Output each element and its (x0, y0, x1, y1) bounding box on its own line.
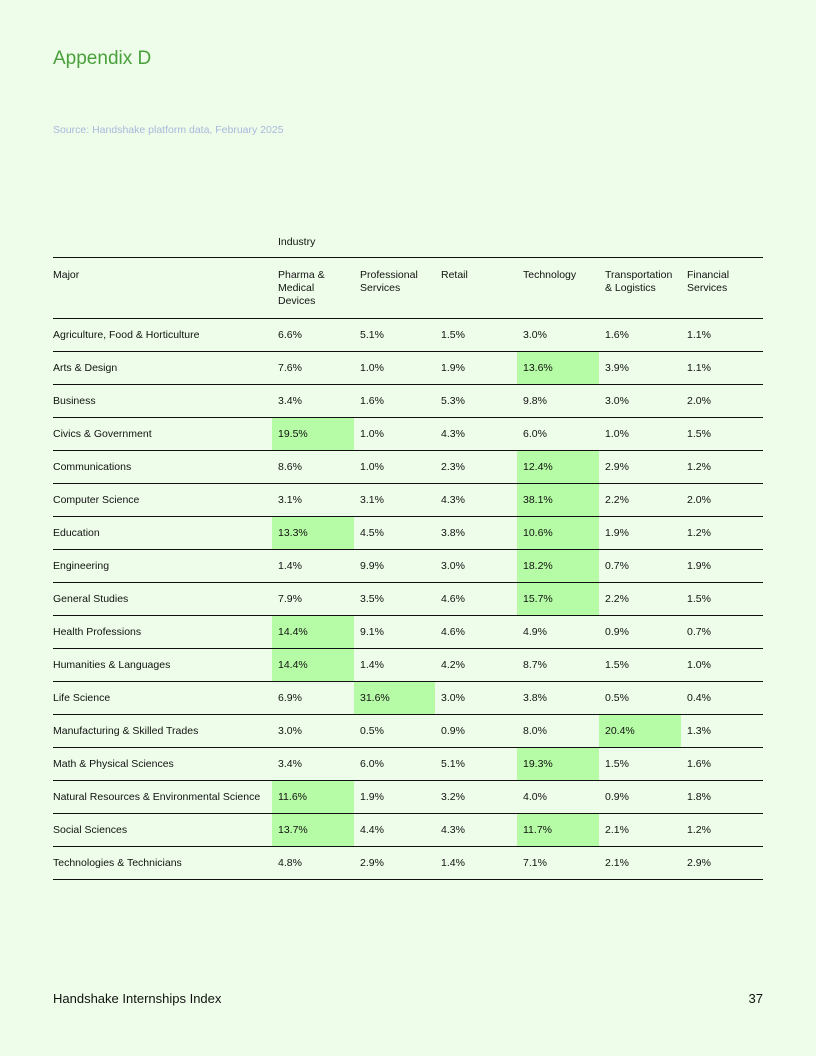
row-label-major: General Studies (53, 583, 272, 616)
table-row (53, 484, 763, 517)
table-cell: 0.9% (599, 781, 681, 814)
table-cell: 3.0% (517, 319, 599, 352)
row-label-major: Manufacturing & Skilled Trades (53, 715, 272, 748)
table-cell: 4.3% (435, 814, 517, 847)
table-row (53, 550, 763, 583)
table-row (53, 583, 763, 616)
table-cell: 1.9% (435, 352, 517, 385)
column-header-technology: Technology (517, 258, 599, 319)
table-cell: 1.9% (354, 781, 435, 814)
table-row (53, 451, 763, 484)
table-cell: 0.5% (599, 682, 681, 715)
column-header-financial-services: Financial Services (681, 258, 763, 319)
table-cell: 4.2% (435, 649, 517, 682)
row-label-major: Natural Resources & Environmental Science (53, 781, 272, 814)
table-cell: 2.0% (681, 484, 763, 517)
row-label-major: Math & Physical Sciences (53, 748, 272, 781)
table-cell: 1.3% (681, 715, 763, 748)
table-cell: 3.9% (599, 352, 681, 385)
row-label-major: Business (53, 385, 272, 418)
table-cell: 4.6% (435, 583, 517, 616)
table-cell: 31.6% (354, 682, 435, 715)
table-cell: 3.0% (435, 682, 517, 715)
table-cell: 18.2% (517, 550, 599, 583)
table-cell: 1.9% (681, 550, 763, 583)
table-cell: 1.4% (272, 550, 354, 583)
industry-group-label: Industry (278, 236, 316, 248)
table-cell: 4.9% (517, 616, 599, 649)
table-cell: 0.9% (599, 616, 681, 649)
table-cell: 14.4% (272, 616, 354, 649)
table-cell: 7.9% (272, 583, 354, 616)
table-cell: 2.0% (681, 385, 763, 418)
table-cell: 3.8% (435, 517, 517, 550)
table-cell: 7.6% (272, 352, 354, 385)
table-cell: 1.6% (354, 385, 435, 418)
table-cell: 14.4% (272, 649, 354, 682)
table-cell: 1.4% (435, 847, 517, 880)
table-cell: 4.8% (272, 847, 354, 880)
row-label-major: Computer Science (53, 484, 272, 517)
table-cell: 7.1% (517, 847, 599, 880)
table-row (53, 682, 763, 715)
table-cell: 0.9% (435, 715, 517, 748)
row-label-major: Life Science (53, 682, 272, 715)
table-cell: 3.0% (599, 385, 681, 418)
table-cell: 1.5% (681, 418, 763, 451)
table-cell: 3.4% (272, 385, 354, 418)
table-cell: 15.7% (517, 583, 599, 616)
table-cell: 5.1% (354, 319, 435, 352)
table-cell: 4.3% (435, 484, 517, 517)
table-row (53, 781, 763, 814)
table-cell: 1.6% (599, 319, 681, 352)
table-cell: 1.2% (681, 814, 763, 847)
table-cell: 1.5% (599, 748, 681, 781)
table-cell: 6.0% (517, 418, 599, 451)
table-cell: 2.3% (435, 451, 517, 484)
table-cell: 1.2% (681, 517, 763, 550)
row-label-major: Agriculture, Food & Horticulture (53, 319, 272, 352)
table-cell: 20.4% (599, 715, 681, 748)
table-row (53, 385, 763, 418)
table-row (53, 649, 763, 682)
table-cell: 3.4% (272, 748, 354, 781)
table-row (53, 715, 763, 748)
data-table (53, 257, 763, 880)
table-cell: 3.2% (435, 781, 517, 814)
column-header-professional-services: Professional Services (354, 258, 435, 319)
table-cell: 11.6% (272, 781, 354, 814)
table-cell: 11.7% (517, 814, 599, 847)
column-header-major: Major (53, 258, 272, 319)
header-row (53, 258, 763, 319)
table-cell: 3.8% (517, 682, 599, 715)
column-header-retail: Retail (435, 258, 517, 319)
row-label-major: Humanities & Languages (53, 649, 272, 682)
table-cell: 10.6% (517, 517, 599, 550)
table-cell: 2.9% (354, 847, 435, 880)
table-cell: 3.1% (354, 484, 435, 517)
table-cell: 2.2% (599, 583, 681, 616)
row-label-major: Social Sciences (53, 814, 272, 847)
table-cell: 9.9% (354, 550, 435, 583)
row-label-major: Engineering (53, 550, 272, 583)
table-cell: 4.0% (517, 781, 599, 814)
row-label-major: Education (53, 517, 272, 550)
table-row (53, 847, 763, 880)
table-cell: 4.5% (354, 517, 435, 550)
table-cell: 0.7% (599, 550, 681, 583)
table-row (53, 352, 763, 385)
row-label-major: Arts & Design (53, 352, 272, 385)
table-cell: 13.6% (517, 352, 599, 385)
table-cell: 0.5% (354, 715, 435, 748)
table-cell: 1.5% (681, 583, 763, 616)
table-cell: 1.0% (354, 352, 435, 385)
row-label-major: Civics & Government (53, 418, 272, 451)
source-note: Source: Handshake platform data, February 2025 (53, 124, 284, 136)
page-title: Appendix D (53, 48, 152, 69)
table-cell: 1.9% (599, 517, 681, 550)
table-cell: 13.3% (272, 517, 354, 550)
table-body (53, 319, 763, 880)
table-cell: 1.5% (599, 649, 681, 682)
table-cell: 1.6% (681, 748, 763, 781)
row-label-major: Communications (53, 451, 272, 484)
table-cell: 1.4% (354, 649, 435, 682)
table-cell: 1.5% (435, 319, 517, 352)
table-cell: 1.1% (681, 352, 763, 385)
table-cell: 12.4% (517, 451, 599, 484)
row-label-major: Technologies & Technicians (53, 847, 272, 880)
table-cell: 19.3% (517, 748, 599, 781)
table-cell: 2.1% (599, 847, 681, 880)
table-cell: 0.7% (681, 616, 763, 649)
table-row (53, 814, 763, 847)
table-cell: 6.9% (272, 682, 354, 715)
table-cell: 1.2% (681, 451, 763, 484)
table-cell: 2.9% (599, 451, 681, 484)
table-cell: 1.0% (354, 451, 435, 484)
table-cell: 2.2% (599, 484, 681, 517)
table-row (53, 517, 763, 550)
table-cell: 3.5% (354, 583, 435, 616)
table-cell: 19.5% (272, 418, 354, 451)
table-cell: 5.3% (435, 385, 517, 418)
table-cell: 8.6% (272, 451, 354, 484)
table-cell: 4.6% (435, 616, 517, 649)
table-cell: 8.7% (517, 649, 599, 682)
table-cell: 3.0% (435, 550, 517, 583)
table-cell: 9.8% (517, 385, 599, 418)
table-row (53, 418, 763, 451)
table-cell: 0.4% (681, 682, 763, 715)
table-cell: 2.9% (681, 847, 763, 880)
column-header-pharma: Pharma & Medical Devices (272, 258, 354, 319)
table-cell: 3.1% (272, 484, 354, 517)
table-cell: 2.1% (599, 814, 681, 847)
table-cell: 9.1% (354, 616, 435, 649)
table-cell: 1.0% (354, 418, 435, 451)
table-cell: 1.0% (681, 649, 763, 682)
column-header-transportation: Transportation & Logistics (599, 258, 681, 319)
table-cell: 38.1% (517, 484, 599, 517)
table-cell: 6.0% (354, 748, 435, 781)
table-cell: 1.8% (681, 781, 763, 814)
footer-page-number: 37 (748, 991, 763, 1006)
table-cell: 4.4% (354, 814, 435, 847)
footer-publication-title: Handshake Internships Index (53, 991, 222, 1006)
table-cell: 13.7% (272, 814, 354, 847)
table-row (53, 748, 763, 781)
table-row (53, 319, 763, 352)
table-cell: 5.1% (435, 748, 517, 781)
row-label-major: Health Professions (53, 616, 272, 649)
table-cell: 4.3% (435, 418, 517, 451)
table-cell: 1.0% (599, 418, 681, 451)
table-cell: 3.0% (272, 715, 354, 748)
table-row (53, 616, 763, 649)
table-cell: 8.0% (517, 715, 599, 748)
table-cell: 6.6% (272, 319, 354, 352)
table-cell: 1.1% (681, 319, 763, 352)
